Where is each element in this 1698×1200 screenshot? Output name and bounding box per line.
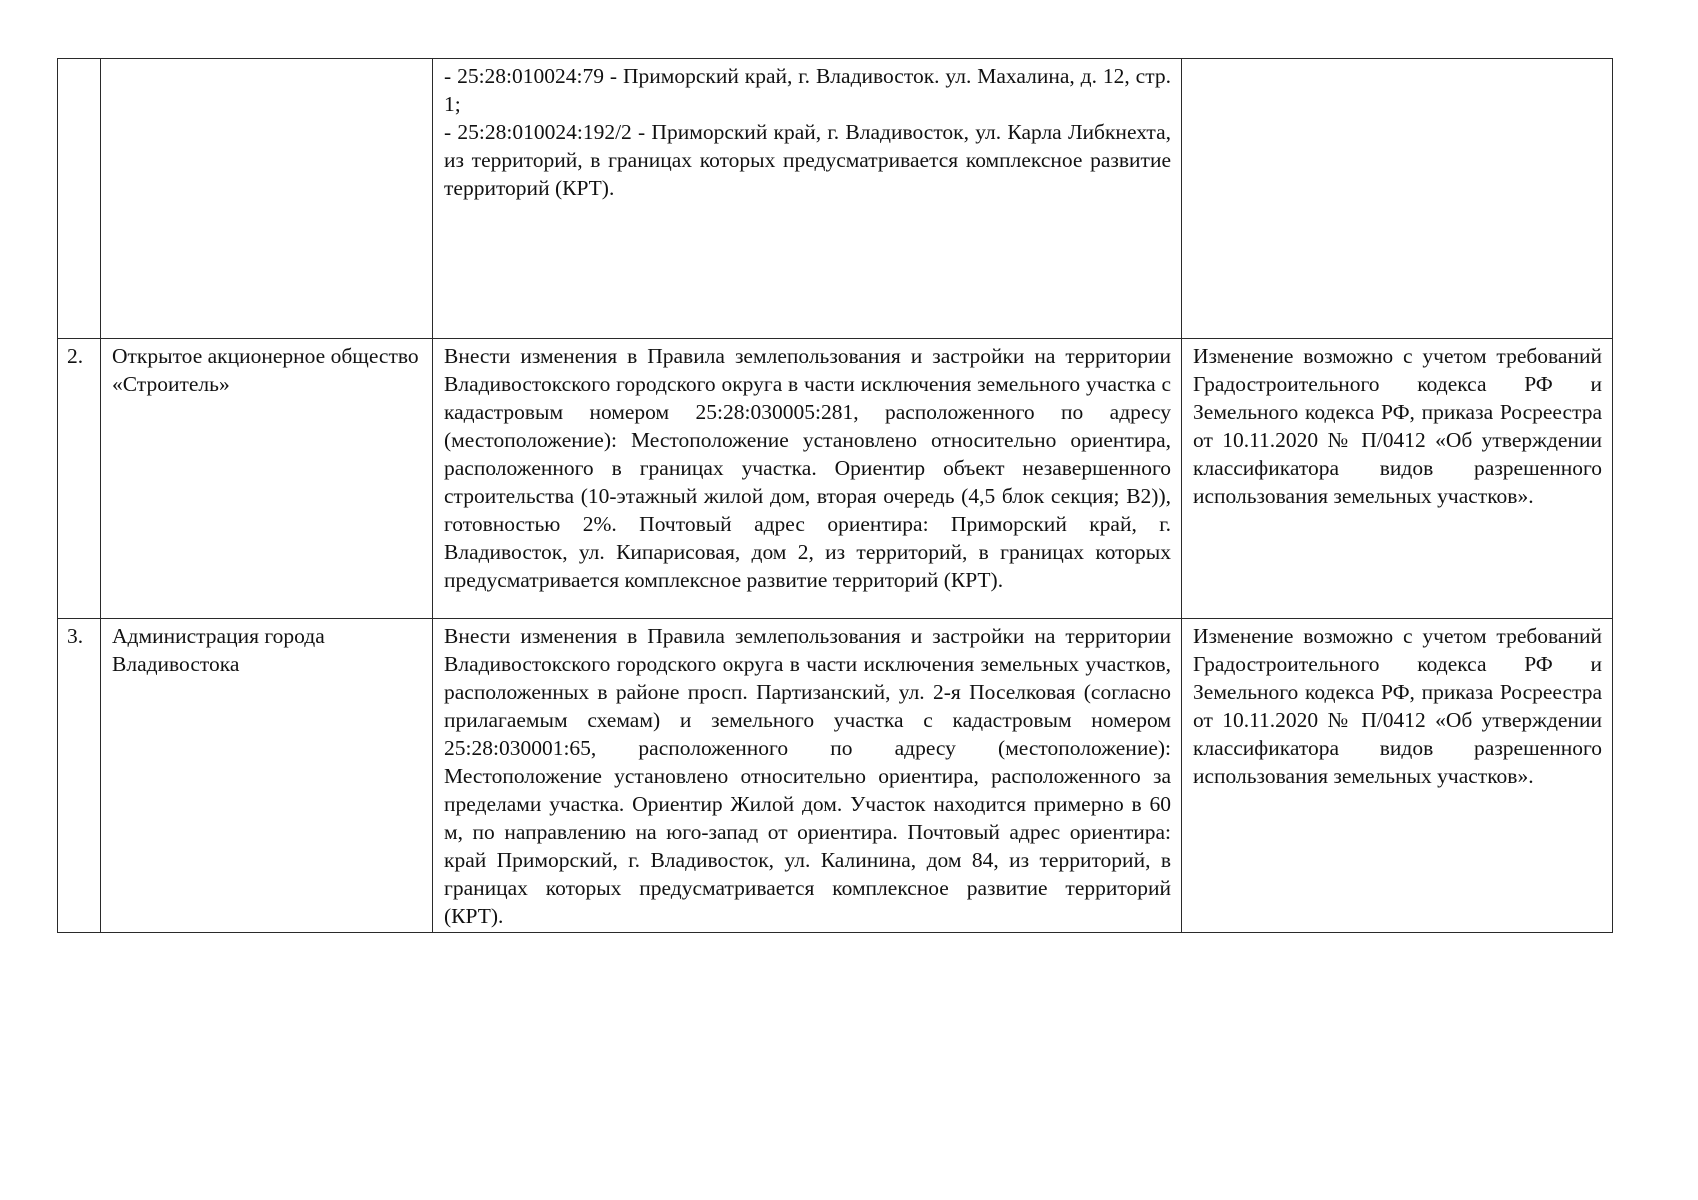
table-row: [58, 59, 1613, 339]
cadastral-item: - 25:28:010024:79 - Приморский край, г. Владивосток. ул. Махалина, д. 12, стр. 1;: [444, 64, 1171, 116]
row-number-cell: 3.: [58, 619, 101, 933]
proposals-table: [57, 58, 1613, 933]
conclusion-cell: [1182, 59, 1613, 339]
row-number-cell: [58, 59, 101, 339]
proposal-cell: [433, 59, 1182, 339]
conclusion-cell: Изменение возможно с учетом требований Градостроительного кодекса РФ и Земельного кодекса РФ, приказа Росреестра от 10.11.2020 № П/0412 «Об утверждении классификатора видов разрешенного использования земельных участков».: [1182, 619, 1613, 933]
proposal-cell: Внести изменения в Правила землепользования и застройки на территории Владивостокского городского округа в части исключения земельного участка с кадастровым номером 25:28:030005:281, расположенного по адресу (местоположение): Местоположение установлено относительно ориентира, расположенного в границах участка. Ориентир объект незавершенного строительства (10-этажный жилой дом, вторая очередь (4,5 блок секция; В2)), готовностью 2%. Почтовый адрес ориентира: Приморский край, г. Владивосток, ул. Кипарисовая, дом 2, из территорий, в границах которых предусматривается комплексное развитие территорий (КРТ).: [433, 339, 1182, 619]
applicant-cell: Открытое акционерное общество «Строитель»: [101, 339, 433, 619]
cadastral-item: - 25:28:010024:192/2 - Приморский край, г. Владивосток, ул. Карла Либкнехта, из территорий, в границах которых предусматривается комплексное развитие территорий (КРТ).: [444, 120, 1171, 200]
applicant-cell: Администрация города Владивостока: [101, 619, 433, 933]
applicant-cell: [101, 59, 433, 339]
table-row: [58, 339, 1613, 619]
table-row: [58, 619, 1613, 933]
conclusion-cell: Изменение возможно с учетом требований Градостроительного кодекса РФ и Земельного кодекса РФ, приказа Росреестра от 10.11.2020 № П/0412 «Об утверждении классификатора видов разрешенного использования земельных участков».: [1182, 339, 1613, 619]
proposal-cell: Внести изменения в Правила землепользования и застройки на территории Владивостокского городского округа в части исключения земельных участков, расположенных в районе просп. Партизанский, ул. 2-я Поселковая (согласно прилагаемым схемам) и земельного участка с кадастровым номером 25:28:030001:65, расположенного по адресу (местоположение): Местоположение установлено относительно ориентира, расположенного за пределами участка. Ориентир Жилой дом. Участок находится примерно в 60 м, по направлению на юго-запад от ориентира. Почтовый адрес ориентира: край Приморский, г. Владивосток, ул. Калинина, дом 84, из территорий, в границах которых предусматривается комплексное развитие территорий (КРТ).: [433, 619, 1182, 933]
row-number-cell: 2.: [58, 339, 101, 619]
